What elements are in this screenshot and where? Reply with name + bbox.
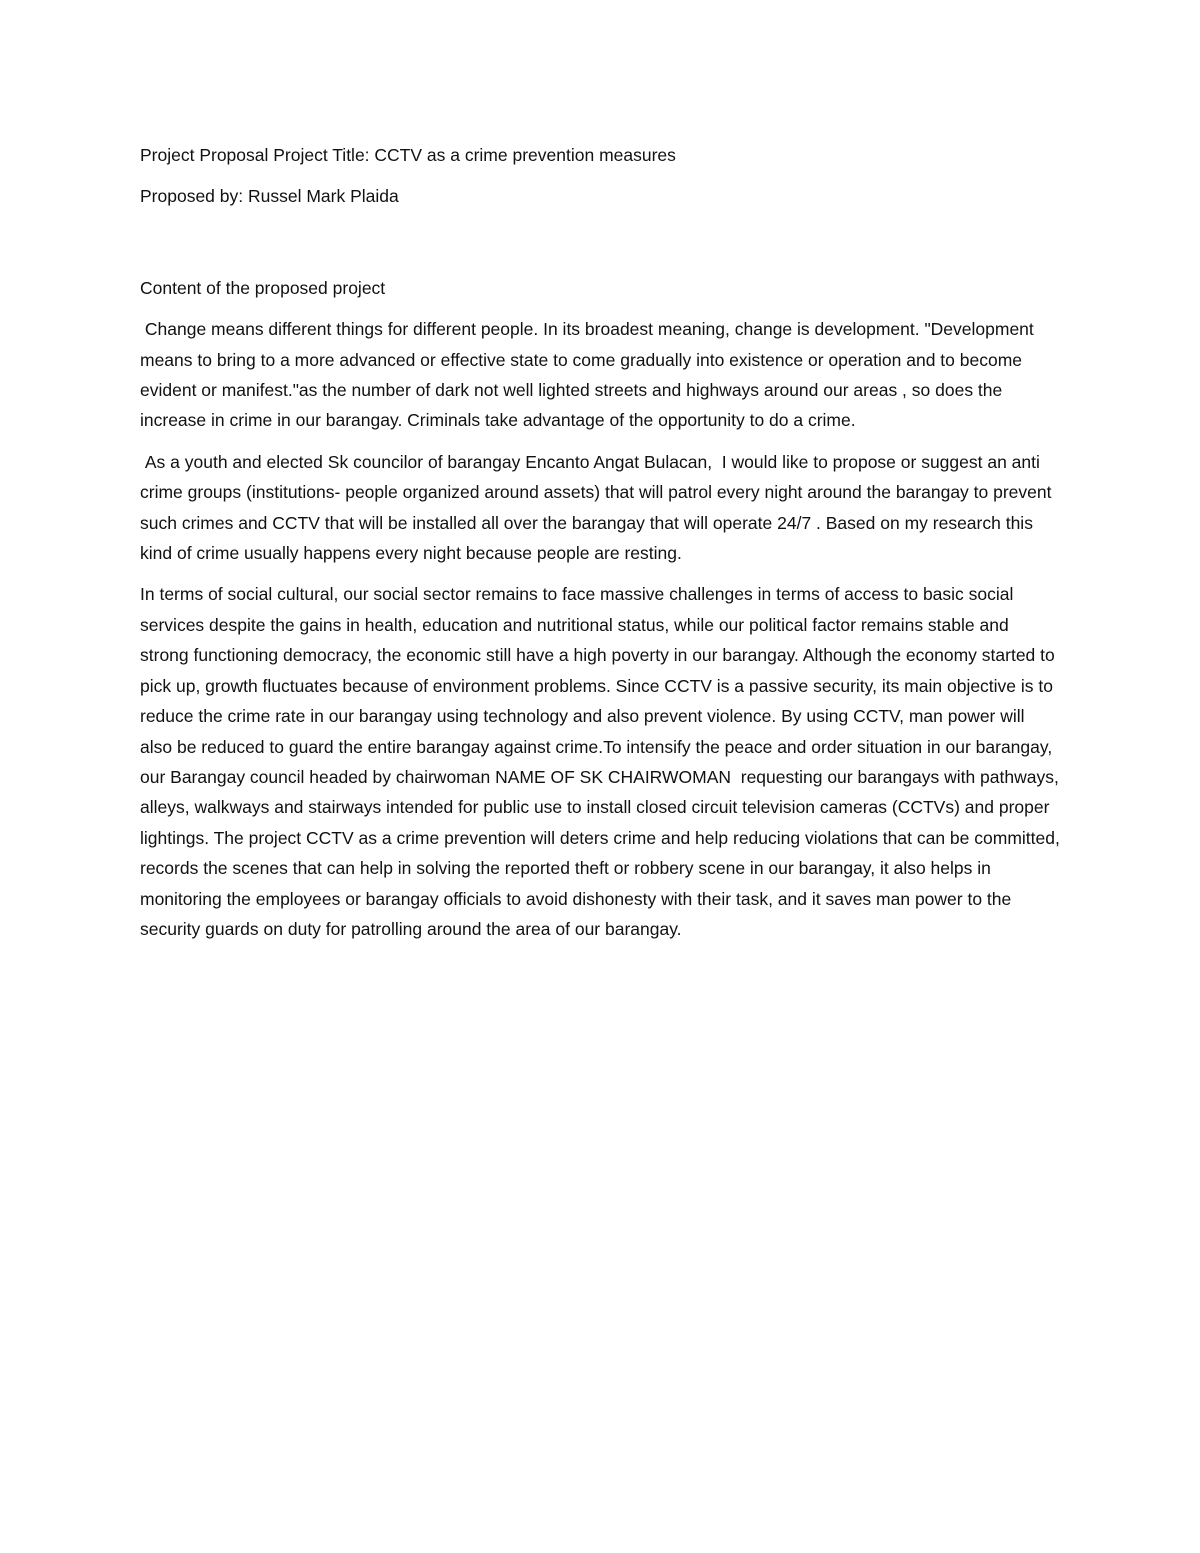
paragraph-3: In terms of social cultural, our social sector remains to face massive challenges in terms of access to basic social services despite the gains in health, education and nutritional status, while our political factor remains stable and strong functioning democracy, the economic still have a high poverty in our barangay. Although the economy started to pick up, growth fluctuates because of environment problems. Since CCTV is a passive security, its main objective is to reduce the crime rate in our barangay using technology and also prevent violence. By using CCTV, man power will also be reduced to guard the entire barangay against crime.To intensify the peace and order situation in our barangay, our Barangay council headed by chairwoman NAME OF SK CHAIRWOMAN requesting our barangays with pathways, alleys, walkways and stairways intended for public use to install closed circuit television cameras (CCTVs) and proper lightings. The project CCTV as a crime prevention will deters crime and help reducing violations that can be committed, records the scenes that can help in solving the reported theft or robbery scene in our barangay, it also helps in monitoring the employees or barangay officials to avoid dishonesty with their task, and it saves man power to the security guards on duty for patrolling around the area of our barangay. [140,584,1065,939]
paragraph-1: Change means different things for different people. In its broadest meaning, change is development. "Development means to bring to a more advanced or effective state to come gradually into existence or operation and to become evident or manifest."as the number of dark not well lighted streets and highways around our areas , so does the increase in crime in our barangay. Criminals take advantage of the opportunity to do a crime. [140,319,1039,431]
section-heading: Content of the proposed project [140,277,386,298]
paragraph-2: As a youth and elected Sk councilor of barangay Encanto Angat Bulacan, I would like to propose or suggest an anti crime groups (institutions- people organized around assets) that will patrol every night around the barangay to prevent such crimes and CCTV that will be installed all over the barangay that will operate 24/7 . Based on my research this kind of crime usually happens every night because people are resting. [140,451,1057,564]
document-body [140,140,1065,955]
project-title: Project Proposal Project Title: CCTV as a crime prevention measures [140,145,676,165]
proposed-by: Proposed by: Russel Mark Plaida [140,186,399,207]
